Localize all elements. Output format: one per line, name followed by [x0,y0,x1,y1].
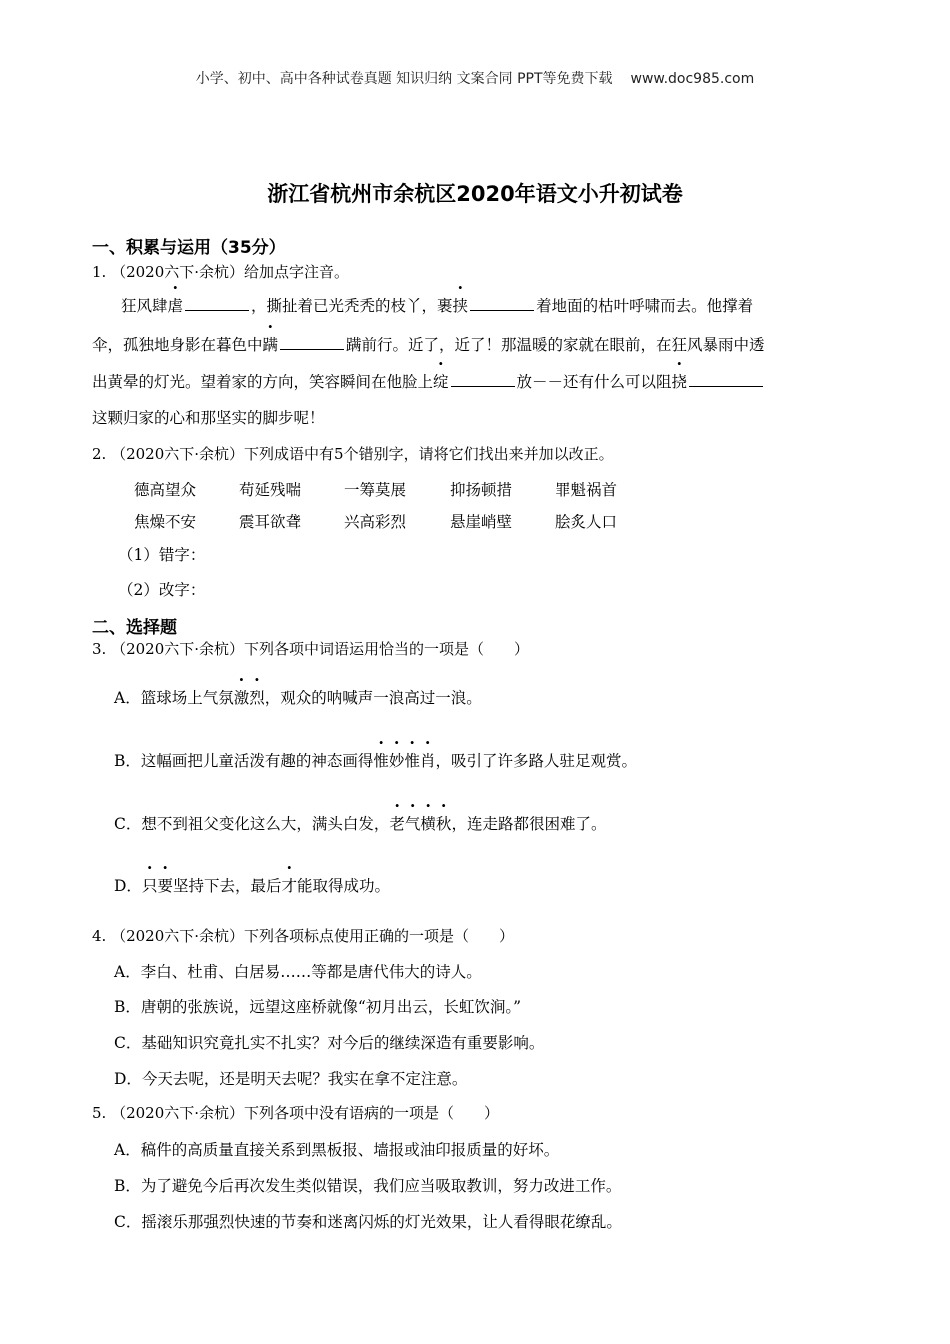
emphasis-char: 横 [420,815,436,833]
q4-option-a: A．李白、杜甫、白居易……等都是唐代伟大的诗人。 [114,963,482,981]
idiom: 一筹莫展 [344,481,407,499]
q1-line-3 [92,370,765,392]
q5-option-a: A．稿件的高质量直接关系到黑板报、墙报或油印报质量的好坏。 [114,1141,560,1159]
emphasis-char: 肖 [419,752,436,770]
idiom: 德高望众 [134,481,197,499]
emphasis-char: 要 [157,877,173,895]
section-heading-2: 二、选择题 [92,618,177,638]
q1-line-1 [121,294,753,316]
answer-blank[interactable] [689,372,763,387]
q5-option-b: B．为了避免今后再次发生类似错误，我们应当吸取教训，努力改进工作。 [114,1177,622,1195]
text-span: 着地面的枯叶呼啸而去。他撑着 [536,297,754,315]
answer-blank[interactable] [470,296,534,311]
text-span: B．这幅画把儿童活泼有趣的神态画得 [114,752,374,770]
idiom: 焦燥不安 [134,513,197,531]
emphasis-char: 妙 [388,752,405,770]
q1-line-4: 这颗归家的心和那坚实的脚步呢！ [92,409,325,427]
answer-blank[interactable] [451,372,515,387]
q4-option-b: B．唐朝的张族说，远望这座桥就像“初月出云，长虹饮涧。” [114,998,521,1016]
header-site: www.doc985.com [630,71,755,87]
emphasis-char: 气 [404,815,421,833]
header-text: 小学、初中、高中各种试卷真题 知识归纳 文案合同 PPT等免费下载 [195,71,613,87]
emphasis-char: 惟 [404,752,420,770]
text-span: ，吸引了许多路人驻足观赏。 [435,752,637,770]
text-span: ，撕扯着已光秃秃的枝丫，裹 [251,297,453,315]
q3-option-a [114,686,482,708]
text-span: 蹒前行。近了，近了！那温暖的家就在眼前，在狂风暴雨中透 [346,336,765,354]
idiom: 兴高彩烈 [344,513,407,531]
emphasis-char: 老 [389,815,405,833]
emphasis-char: 才 [281,877,297,895]
text-span: ，观众的呐喊声一浪高过一浪。 [264,689,482,707]
q3-option-d [114,874,390,896]
answer-blank[interactable] [185,296,249,311]
emphasis-char: 秋 [435,815,452,833]
text-span: 坚持下去，最后 [172,877,282,895]
idiom: 罪魁祸首 [555,481,618,499]
emphasis-char: 只 [141,877,158,895]
emphasis-char: 挟 [452,297,469,315]
q2-wrong-label: （1）错字： [118,546,206,564]
text-span: 能取得成功。 [297,877,391,895]
emphasis-char: 虐 [167,297,184,315]
emphasis-char: 烈 [249,689,265,707]
q3-option-c [114,812,606,834]
emphasis-char: 挠 [671,373,688,391]
text-span: 伞，孤独地身影在暮色中 [92,336,263,354]
idiom: 苟延残喘 [239,481,302,499]
q1-line-2 [92,333,765,355]
idiom: 抑扬顿措 [450,481,513,499]
q5-option-c: C．摇滚乐那强烈快速的节奏和迷离闪烁的灯光效果，让人看得眼花缭乱。 [114,1213,622,1231]
answer-blank[interactable] [280,335,344,350]
emphasis-char: 绽 [433,373,449,391]
idiom: 脍炙人口 [555,513,618,531]
text-span: D． [114,877,142,895]
text-span: 狂风肆 [121,297,168,315]
q5-stem: 5. （2020六下·余杭）下列各项中没有语病的一项是（ ） [92,1104,500,1122]
page-header [0,68,950,88]
q2-stem: 2. （2020六下·余杭）下列成语中有5个错别字，请将它们找出来并加以改正。 [92,445,614,463]
text-span: 出黄晕的灯光。望着家的方向，笑容瞬间在他脸上 [92,373,434,391]
section-heading-1: 一、积累与运用（35分） [92,238,286,258]
text-span: A．篮球场上气氛 [114,689,234,707]
idiom: 悬崖峭壁 [450,513,513,531]
text-span: C．想不到祖父变化这么大，满头白发， [114,815,390,833]
q4-option-c: C．基础知识究竟扎实不扎实？对今后的继续深造有重要影响。 [114,1034,545,1052]
emphasis-char: 惟 [373,752,389,770]
emphasis-char: 激 [233,689,250,707]
q1-stem: 1. （2020六下·余杭）给加点字注音。 [92,263,350,281]
idiom: 震耳欲聋 [239,513,302,531]
text-span: ，连走路都很困难了。 [451,815,607,833]
exam-title: 浙江省杭州市余杭区2020年语文小升初试卷 [267,182,683,206]
q3-stem: 3. （2020六下·余杭）下列各项中词语运用恰当的一项是（ ） [92,640,530,658]
q3-option-b [114,749,637,771]
q2-fix-label: （2）改字： [118,581,206,599]
q4-option-d: D．今天去呢，还是明天去呢？我实在拿不定注意。 [114,1070,468,1088]
text-span: 放－－还有什么可以阻 [516,373,672,391]
emphasis-char: 蹒 [262,336,279,354]
q4-stem: 4. （2020六下·余杭）下列各项标点使用正确的一项是（ ） [92,927,515,945]
